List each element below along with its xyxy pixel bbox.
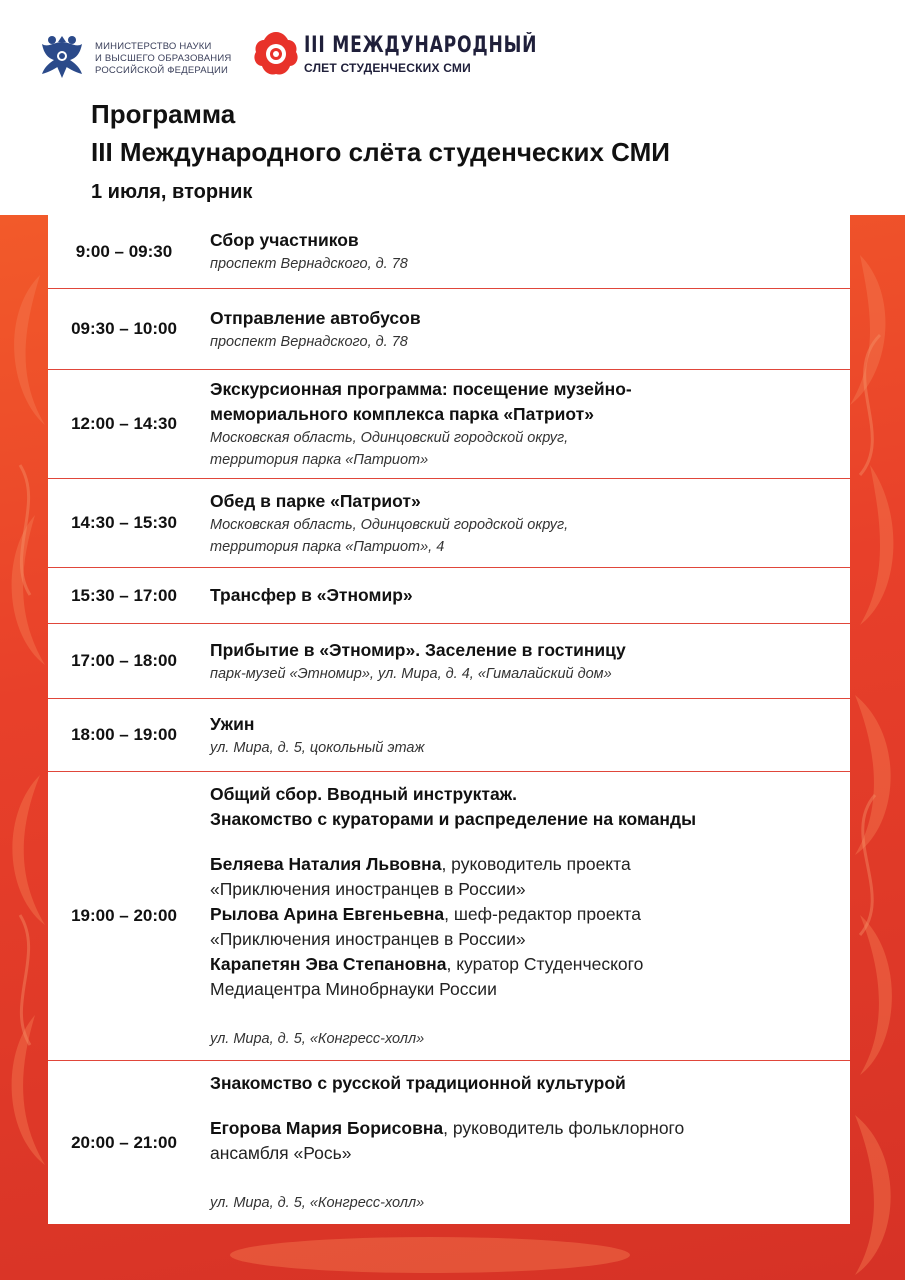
speaker-role: , куратор Студенческого (446, 954, 644, 974)
event-location: ул. Мира, д. 5, цокольный этаж (210, 739, 425, 756)
speaker-entry (210, 902, 840, 927)
schedule-row (48, 289, 850, 370)
speaker-name: Егорова Мария Борисовна (210, 1118, 444, 1138)
speaker-entry (210, 1116, 840, 1141)
event-location: ул. Мира, д. 5, «Конгресс-холл» (210, 1031, 425, 1047)
event-location: территория парка «Патриот» (210, 452, 429, 468)
ministry-name: МИНИСТЕРСТВО НАУКИ И ВЫСШЕГО ОБРАЗОВАНИЯ РОССИЙСКОЙ ФЕДЕРАЦИИ (95, 41, 232, 76)
page-title: Программа III Международного слёта студенческих СМИ (91, 99, 670, 167)
speaker-role-line: «Приключения иностранцев в России» (210, 929, 526, 949)
time-slot: 14:30 – 15:30 (71, 513, 177, 532)
event-title: Экскурсионная программа: посещение музейно- (210, 379, 632, 399)
time-slot: 9:00 – 09:30 (75, 241, 173, 261)
event-location: Московская область, Одинцовский городской округ, (210, 430, 569, 446)
speaker-entry (210, 952, 840, 977)
time-slot: 19:00 – 20:00 (71, 906, 177, 925)
time-slot: 18:00 – 19:00 (71, 725, 177, 744)
event-location: Московская область, Одинцовский городской округ, (210, 516, 569, 533)
speaker-name: Карапетян Эва Степановна (210, 954, 447, 974)
speaker-role-line: Медиацентра Минобрнауки России (210, 979, 497, 999)
speaker-role: , руководитель фольклорного (443, 1118, 685, 1138)
schedule-row (48, 568, 850, 624)
schedule-row (48, 215, 850, 289)
event-title: мемориального комплекса парка «Патриот» (210, 404, 594, 424)
event-location: территория парка «Патриот», 4 (210, 538, 445, 555)
program-date: 1 июля, вторник (91, 181, 253, 203)
speaker-name: Рылова Арина Евгеньевна (210, 904, 445, 924)
event-title: Знакомство с кураторами и распределение на команды (210, 809, 697, 829)
speaker-role-line: «Приключения иностранцев в России» (210, 879, 526, 899)
time-slot: 12:00 – 14:30 (71, 414, 177, 433)
event-title: Отправление автобусов (210, 307, 421, 328)
event-location: проспект Вернадского, д. 78 (210, 256, 408, 272)
event-title: Прибытие в «Этномир». Заселение в гостиницу (210, 639, 626, 660)
event-title: Ужин (210, 713, 255, 734)
time-slot: 15:30 – 17:00 (71, 585, 177, 605)
schedule-table (48, 215, 850, 1224)
time-slot: 20:00 – 21:00 (71, 1132, 177, 1152)
speaker-role-line: ансамбля «Рось» (210, 1143, 352, 1163)
time-slot: 09:30 – 10:00 (71, 319, 177, 338)
event-title: Общий сбор. Вводный инструктаж. (210, 784, 518, 804)
event-title: Трансфер в «Этномир» (210, 585, 413, 605)
event-location: ул. Мира, д. 5, «Конгресс-холл» (210, 1195, 425, 1211)
event-logo-icon (252, 30, 300, 76)
event-title: Знакомство с русской традиционной культурой (210, 1073, 626, 1093)
event-logo-subtitle: СЛЕТ СТУДЕНЧЕСКИХ СМИ (304, 61, 471, 75)
speaker-name: Беляева Наталия Львовна (210, 854, 442, 874)
schedule-row (48, 1061, 850, 1224)
event-title: Обед в парке «Патриот» (210, 490, 421, 511)
speaker-role: , шеф-редактор проекта (444, 904, 641, 924)
event-title: Сбор участников (210, 230, 359, 250)
schedule-row (48, 370, 850, 479)
schedule-row (48, 624, 850, 699)
schedule-row (48, 699, 850, 772)
schedule-row (48, 479, 850, 568)
time-slot: 17:00 – 18:00 (71, 651, 177, 670)
event-location: проспект Вернадского, д. 78 (210, 333, 408, 350)
russian-coat-of-arms-icon (34, 28, 90, 86)
event-logo-title: III МЕЖДУНАРОДНЫЙ (304, 33, 538, 58)
speaker-entry (210, 852, 840, 877)
event-location: парк-музей «Этномир», ул. Мира, д. 4, «Гималайский дом» (210, 665, 612, 682)
speaker-role: , руководитель проекта (441, 854, 631, 874)
header (0, 0, 905, 215)
schedule-row (48, 772, 850, 1061)
